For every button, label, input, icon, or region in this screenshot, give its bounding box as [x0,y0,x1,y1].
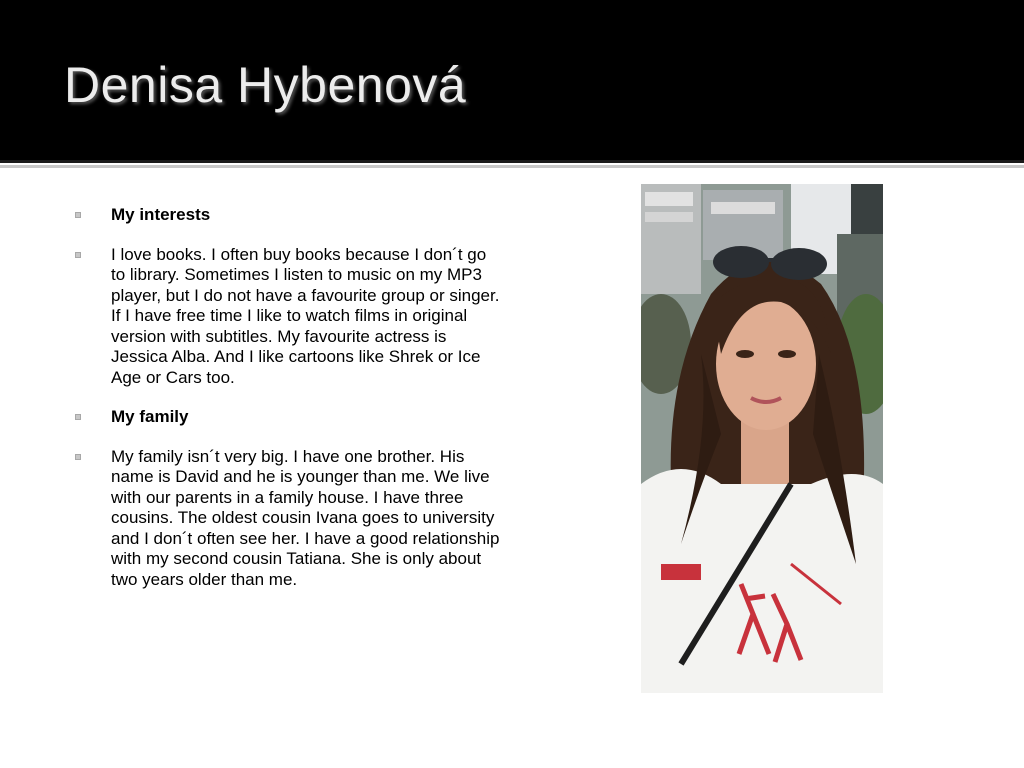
portrait-photo [641,184,883,693]
square-bullet-icon [75,454,81,460]
family-text: My family isn´t very big. I have one brother. His name is David and he is younger than me. We live with our parents in a family house. I have three cousins. The oldest cousin Ivana goes to university and I don´t often see her. I have a good relationship with my second cousin Tatiana. She is only about two years older than me. [111,446,500,589]
bullet-item-interests-text [74,245,504,389]
bullet-item-family-text [74,447,504,591]
title-divider-light [0,165,1024,168]
bullet-list [74,205,504,609]
slide-title: Denisa Hybenová [64,57,467,113]
family-heading: My family [111,407,189,426]
square-bullet-icon [75,212,81,218]
interests-heading: My interests [111,205,211,224]
portrait-illustration [641,184,883,693]
square-bullet-icon [75,414,81,420]
square-bullet-icon [75,252,81,258]
interests-text: I love books. I often buy books because I don´t go to library. Sometimes I listen to music on my MP3 player, but I do not have a favourite group or singer. If I have free time I like to watch films in original version with subtitles. My favourite actress is Jessica Alba. And I like cartoons like Shrek or Ice Age or Cars too. [111,244,500,387]
title-divider-dark [0,160,1024,163]
bullet-item-interests-heading [74,205,504,226]
bullet-item-family-heading [74,407,504,428]
